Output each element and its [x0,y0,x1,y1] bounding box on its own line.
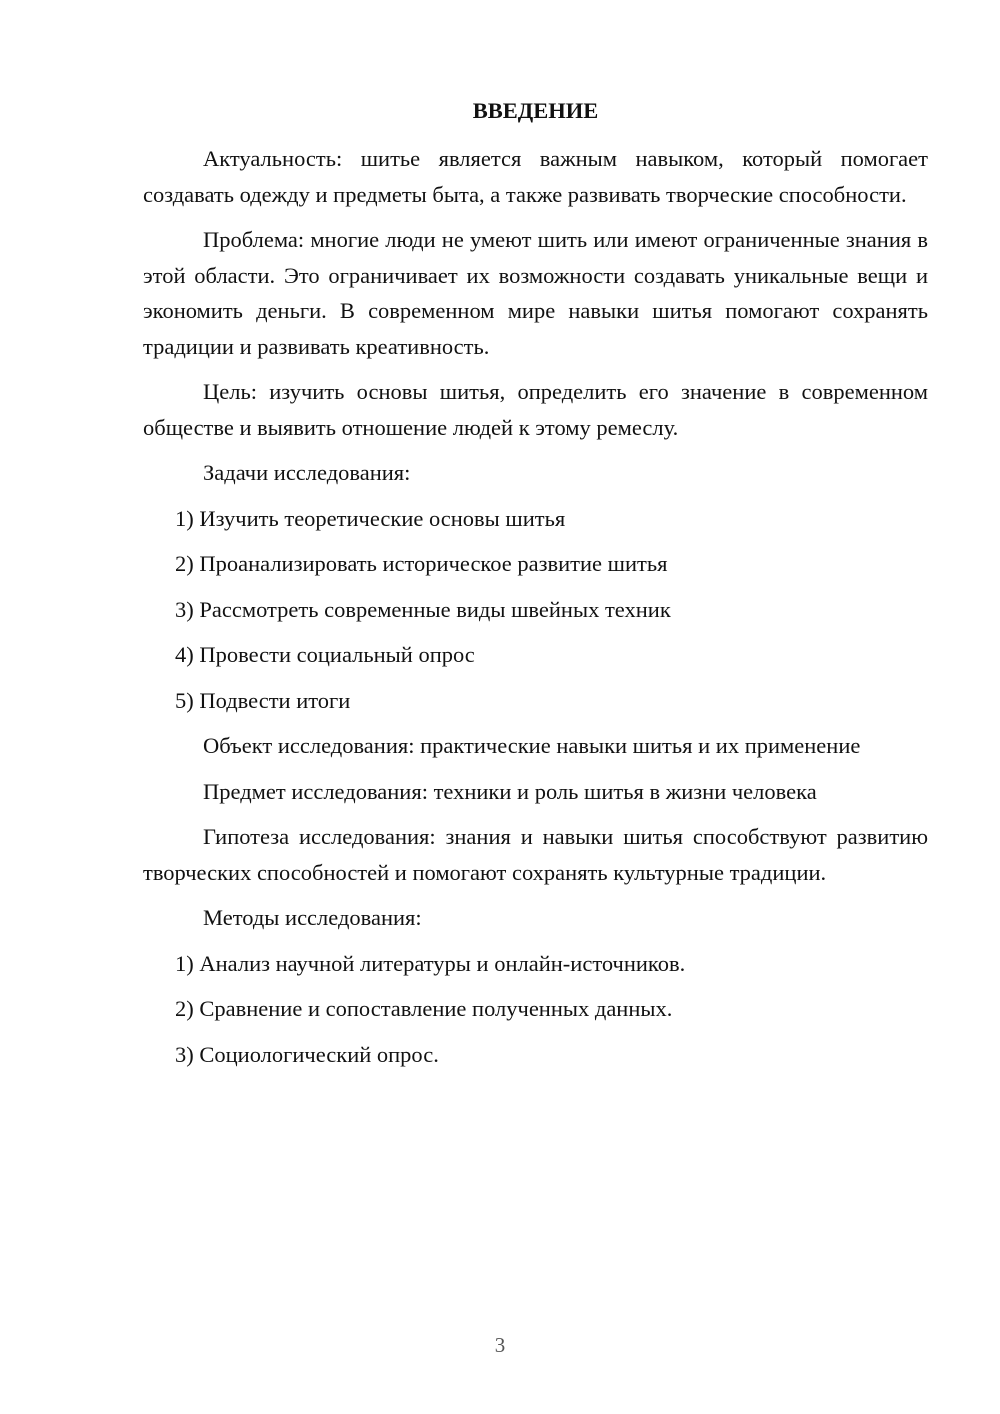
task-item: 4) Провести социальный опрос [175,642,475,667]
task-item: 5) Подвести итоги [175,687,351,713]
task-item: 3) Рассмотреть современные виды швейных техник [175,596,671,622]
relevance-paragraph: Актуальность: шитье является важным навыком, который помогает создавать одежду и предметы быта, а также развивать творческие способности. [143,146,928,207]
document-page [143,95,928,1082]
object-paragraph: Объект исследования: практические навыки шитья и их применение [203,733,861,758]
task-item: 1) Изучить теоретические основы шитья [175,505,566,531]
problem-paragraph: Проблема: многие люди не умеют шить или имеют ограниченные знания в этой области. Это ограничивает их возможности создавать уникальные вещи и экономить деньги. В современном мире навыки шитья помогают сохранять традиции и развивать креативность. [143,227,928,359]
tasks-heading: Задачи исследования: [203,460,411,485]
hypothesis-paragraph: Гипотеза исследования: знания и навыки шитья способствуют развитию творческих способностей и помогают сохранять культурные традиции. [143,824,928,885]
goal-paragraph: Цель: изучить основы шитья, определить его значение в современном обществе и выявить отношение людей к этому ремеслу. [143,379,928,440]
method-item: 3) Социологический опрос. [175,1041,439,1067]
methods-heading: Методы исследования: [203,905,422,930]
method-item: 2) Сравнение и сопоставление полученных данных. [175,996,673,1021]
page-number: 3 [494,1333,506,1357]
subject-paragraph: Предмет исследования: техники и роль шитья в жизни человека [203,778,817,804]
document-title: ВВЕДЕНИЕ [472,98,599,123]
method-item: 1) Анализ научной литературы и онлайн-источников. [175,950,686,976]
task-item: 2) Проанализировать историческое развитие шитья [175,551,668,576]
